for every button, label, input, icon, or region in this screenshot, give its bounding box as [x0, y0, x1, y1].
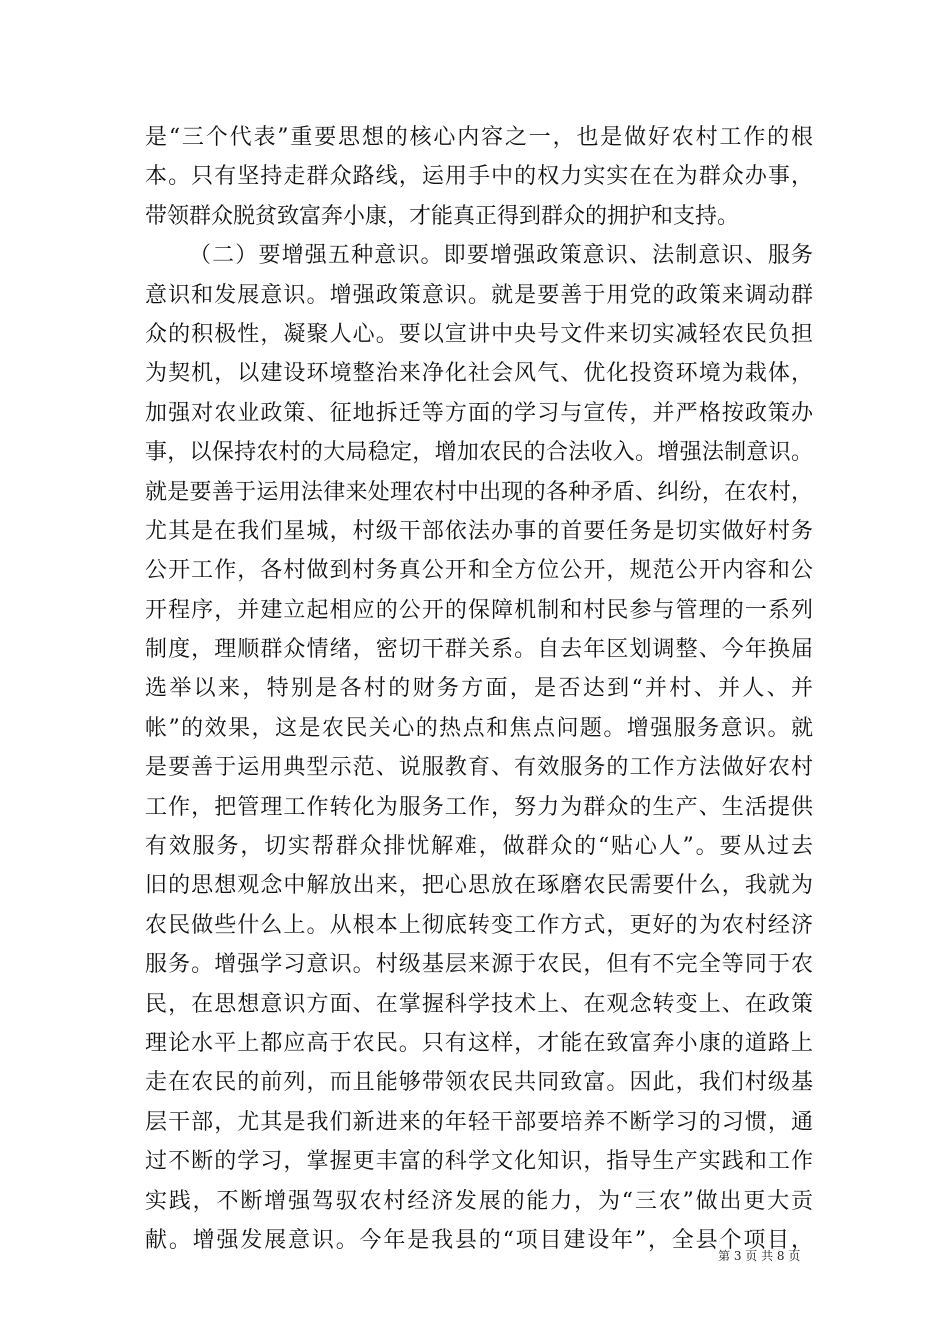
text-line: 带领群众脱贫致富奔小康，才能真正得到群众的拥护和支持。 [145, 203, 740, 229]
text-line: 工作，把管理工作转化为服务工作，努力为群众的生产、生活提供 [145, 794, 813, 820]
text-line: 开程序，并建立起相应的公开的保障机制和村民参与管理的一系列 [145, 597, 813, 623]
text-line: 献。增强发展意识。今年是我县的“项目建设年”，全县个项目， [145, 1227, 813, 1253]
text-line: 层干部，尤其是我们新进来的年轻干部要培养不断学习的习惯，通 [145, 1109, 813, 1135]
text-line: 为契机，以建设环境整治来净化社会风气、优化投资环境为栽体， [145, 361, 813, 387]
text-line: 是“三个代表”重要思想的核心内容之一，也是做好农村工作的根 [145, 125, 813, 150]
text-line: 理论水平上都应高于农民。只有这样，才能在致富奔小康的道路上 [145, 1030, 813, 1056]
text-line: 有效服务，切实帮群众排忧解难，做群众的“贴心人”。要从过去 [145, 834, 813, 860]
text-line: 加强对农业政策、征地拆迁等方面的学习与宣传，并严格按政策办 [145, 400, 813, 426]
page-number: 第 3 页 共 8 页 [718, 1249, 801, 1263]
text-line: 事，以保持农村的大局稳定，增加农民的合法收入。增强法制意识。 [145, 440, 813, 466]
text-line: 实践，不断增强驾驭农村经济发展的能力，为“三农”做出更大贡 [145, 1188, 813, 1214]
text-line: 意识和发展意识。增强政策意识。就是要善于用党的政策来调动群 [145, 282, 813, 308]
paragraph-first-line: （二）要增强五种意识。即要增强政策意识、法制意识、服务 [189, 243, 813, 269]
text-line: 本。只有坚持走群众路线，运用手中的权力实实在在为群众办事， [145, 164, 813, 190]
text-line: 过不断的学习，掌握更丰富的科学文化知识，指导生产实践和工作 [145, 1149, 813, 1175]
text-line: 众的积极性，凝聚人心。要以宣讲中央号文件来切实减轻农民负担 [145, 321, 813, 347]
text-line: 民，在思想意识方面、在掌握科学技术上、在观念转变上、在政策 [145, 991, 813, 1017]
text-line: 选举以来，特别是各村的财务方面，是否达到“并村、并人、并 [145, 676, 813, 702]
text-line: 制度，理顺群众情绪，密切干群关系。自去年区划调整、今年换届 [145, 637, 813, 663]
text-line: 走在农民的前列，而且能够带领农民共同致富。因此，我们村级基 [145, 1070, 813, 1096]
text-line: 旧的思想观念中解放出来，把心思放在琢磨农民需要什么，我就为 [145, 873, 813, 899]
text-line: 帐”的效果，这是农民关心的热点和焦点问题。增强服务意识。就 [145, 715, 813, 741]
text-line: 尤其是在我们星城，村级干部依法办事的首要任务是切实做好村务 [145, 518, 813, 544]
text-line: 是要善于运用典型示范、说服教育、有效服务的工作方法做好农村 [145, 755, 813, 781]
document-body [145, 118, 813, 1260]
text-line: 农民做些什么上。从根本上彻底转变工作方式，更好的为农村经济 [145, 912, 813, 938]
text-line: 服务。增强学习意识。村级基层来源于农民，但有不完全等同于农 [145, 952, 813, 978]
text-line: 公开工作，各村做到村务真公开和全方位公开，规范公开内容和公 [145, 558, 813, 584]
text-line: 就是要善于运用法律来处理农村中出现的各种矛盾、纠纷，在农村， [145, 479, 813, 505]
